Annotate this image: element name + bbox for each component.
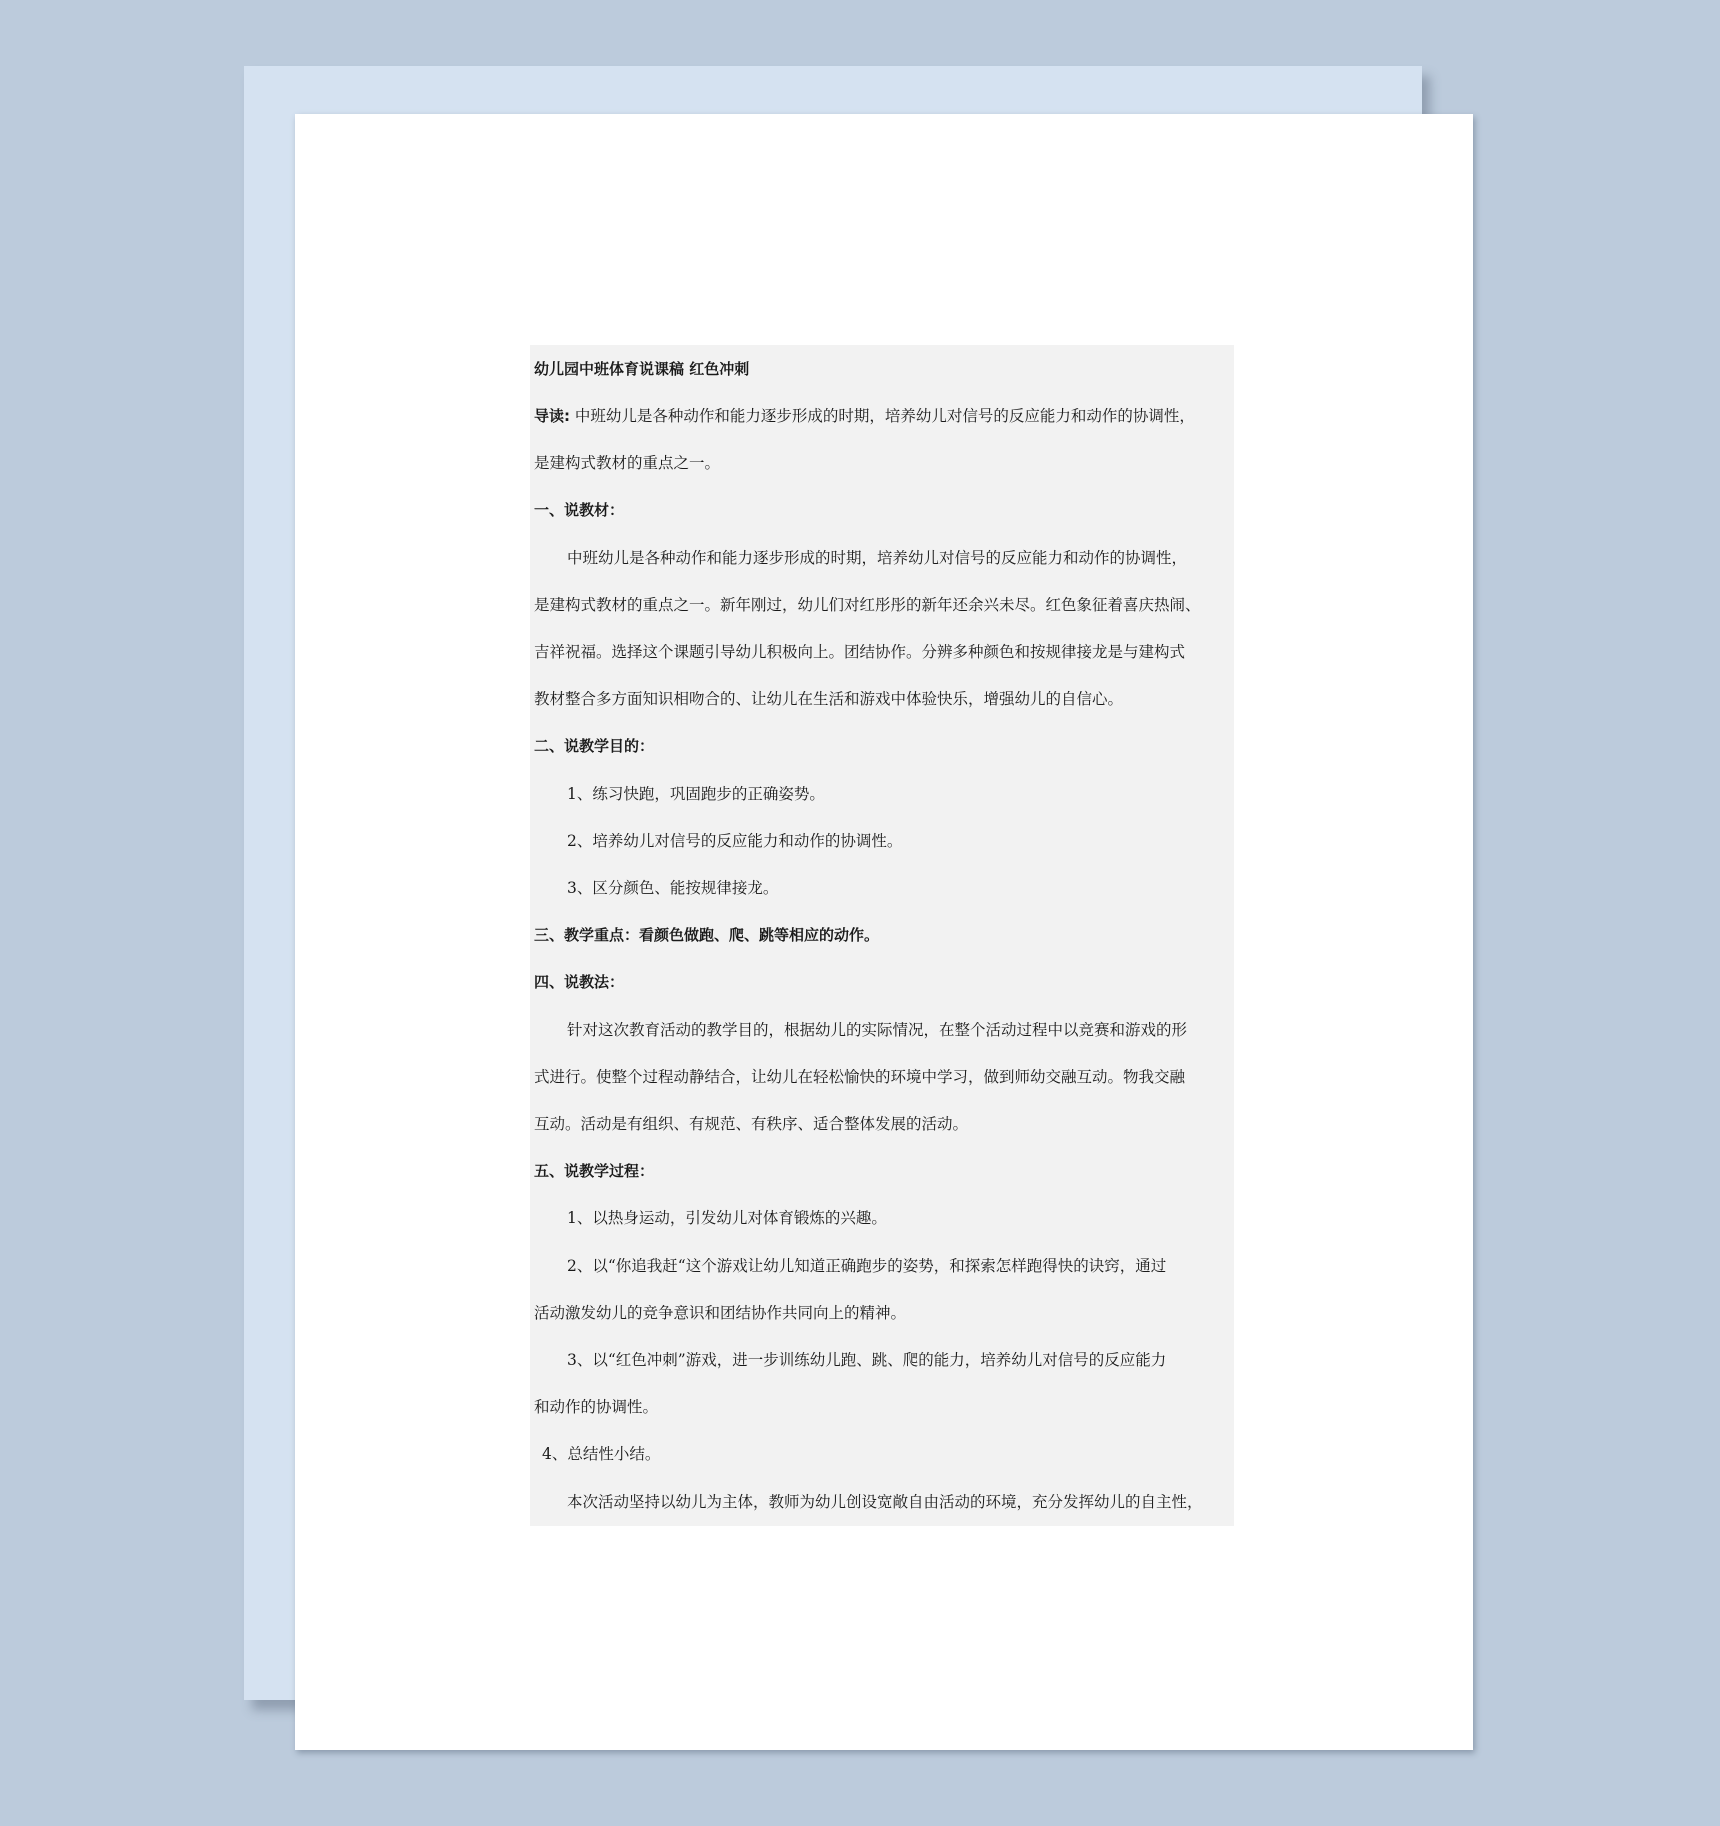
- section-4-heading: 四、说教法：: [534, 973, 625, 991]
- intro-label: 导读:: [534, 407, 570, 425]
- section-5-line-1: 1、以热身运动，引发幼儿对体育锻炼的兴趣。: [567, 1209, 887, 1227]
- section-5-line-5: 和动作的协调性。: [534, 1398, 659, 1416]
- section-3-heading: 三、教学重点：看颜色做跑、爬、跳等相应的动作。: [534, 926, 880, 944]
- section-4-line-2: 式进行。使整个过程动静结合，让幼儿在轻松愉快的环境中学习，做到师幼交融互动。物我交融: [534, 1068, 1186, 1086]
- section-1-line-2: 是建构式教材的重点之一。新年刚过，幼儿们对红彤彤的新年还余兴未尽。红色象征着喜庆热闹、: [534, 596, 1201, 614]
- section-5-line-7: 本次活动坚持以幼儿为主体，教师为幼儿创设宽敞自由活动的环境，充分发挥幼儿的自主性，: [567, 1493, 1203, 1511]
- intro-text-1: 中班幼儿是各种动作和能力逐步形成的时期，培养幼儿对信号的反应能力和动作的协调性，: [570, 407, 1195, 425]
- section-5-line-4: 3、以“红色冲刺”游戏，进一步训练幼儿跑、跳、爬的能力，培养幼儿对信号的反应能力: [567, 1351, 1167, 1369]
- section-4-line-1: 针对这次教育活动的教学目的，根据幼儿的实际情况，在整个活动过程中以竞赛和游戏的形: [567, 1021, 1188, 1039]
- section-5-line-3: 活动激发幼儿的竞争意识和团结协作共同向上的精神。: [534, 1304, 907, 1322]
- section-2-heading: 二、说教学目的：: [534, 737, 655, 755]
- section-1-heading: 一、说教材：: [534, 501, 625, 519]
- section-1-line-1: 中班幼儿是各种动作和能力逐步形成的时期，培养幼儿对信号的反应能力和动作的协调性，: [567, 549, 1188, 567]
- document-text-block: [530, 345, 1234, 1526]
- section-1-line-4: 教材整合多方面知识相吻合的、让幼儿在生活和游戏中体验快乐，增强幼儿的自信心。: [534, 690, 1124, 708]
- section-2-item-2: 2、培养幼儿对信号的反应能力和动作的协调性。: [567, 832, 903, 850]
- section-1-line-3: 吉祥祝福。选择这个课题引导幼儿积极向上。团结协作。分辨多种颜色和按规律接龙是与建构式: [534, 643, 1186, 661]
- section-2-item-3: 3、区分颜色、能按规律接龙。: [567, 879, 779, 897]
- section-2-item-1: 1、练习快跑，巩固跑步的正确姿势。: [567, 785, 825, 803]
- section-5-line-6: 4、总结性小结。: [542, 1445, 661, 1463]
- intro-line-1: [534, 405, 1195, 427]
- section-4-line-3: 互动。活动是有组织、有规范、有秩序、适合整体发展的活动。: [534, 1115, 969, 1133]
- section-5-heading: 五、说教学过程：: [534, 1162, 655, 1180]
- document-title: 幼儿园中班体育说课稿 红色冲刺: [534, 360, 750, 378]
- intro-line-2: 是建构式教材的重点之一。: [534, 454, 721, 472]
- section-5-line-2: 2、以“你追我赶“这个游戏让幼儿知道正确跑步的姿势，和探索怎样跑得快的诀窍，通过: [567, 1257, 1167, 1275]
